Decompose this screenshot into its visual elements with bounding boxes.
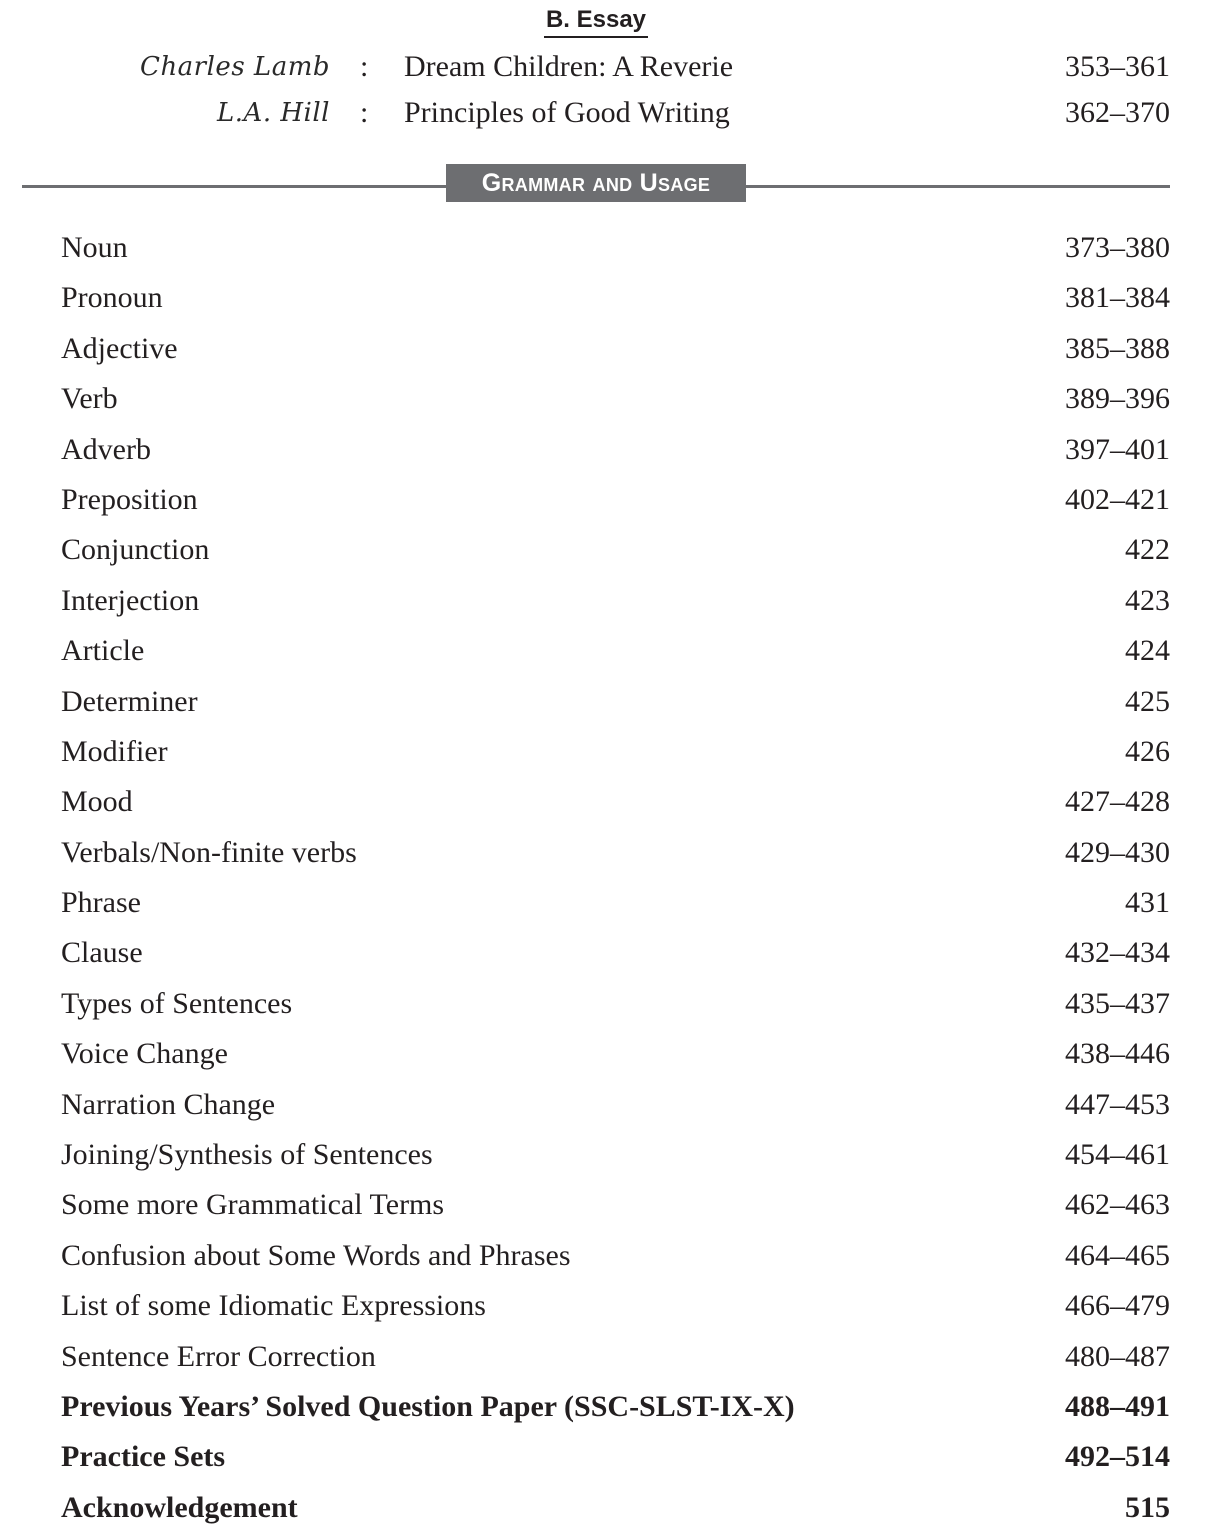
toc-entry-label: Sentence Error Correction [61,1339,376,1373]
toc-entry[interactable] [0,576,1214,626]
toc-entry-label: Adverb [61,432,151,466]
toc-entry-label: Joining/Synthesis of Sentences [61,1138,433,1172]
toc-entry[interactable] [0,828,1214,878]
toc-entry-pages: 389–396 [1065,382,1170,416]
toc-list [0,223,1214,1533]
toc-entry-label: Modifier [61,734,168,768]
toc-entry-pages: 423 [1125,583,1170,617]
toc-entry-label: Verbals/Non-finite verbs [61,835,357,869]
toc-entry-pages: 488–491 [1065,1389,1170,1423]
toc-entry-pages: 381–384 [1065,281,1170,315]
toc-entry-pages: 429–430 [1065,835,1170,869]
toc-entry-label: Article [61,634,145,668]
essay-separator: : [360,50,369,83]
essay-author-signature: Charles Lamb [140,52,330,82]
toc-entry-label: Acknowledgement [61,1490,298,1524]
toc-entry[interactable] [0,1231,1214,1281]
toc-entry-label: Pronoun [61,281,163,315]
toc-entry[interactable] [0,525,1214,575]
toc-entry-label: Adjective [61,331,178,365]
toc-entry-label: Noun [61,231,128,264]
toc-entry-label: Mood [61,785,133,819]
toc-entry-pages: 464–465 [1065,1238,1170,1272]
toc-entry[interactable] [0,928,1214,978]
essay-pages: 362–370 [1065,96,1170,129]
toc-entry-label: Conjunction [61,533,210,567]
toc-entry[interactable] [0,1432,1214,1482]
toc-entry-pages: 515 [1125,1490,1170,1524]
toc-entry-pages: 462–463 [1065,1188,1170,1222]
toc-entry-label: Narration Change [61,1087,276,1121]
toc-entry-pages: 447–453 [1065,1087,1170,1121]
toc-entry-pages: 424 [1125,634,1170,668]
toc-entry[interactable] [0,475,1214,525]
toc-entry[interactable] [0,425,1214,475]
toc-entry-label: Clause [61,936,143,970]
toc-entry[interactable] [0,1080,1214,1130]
grammar-section-heading: Grammar and Usage [446,164,746,202]
essay-entry[interactable] [0,44,1214,90]
toc-entry-label: List of some Idiomatic Expressions [61,1289,486,1323]
toc-entry-label: Previous Years’ Solved Question Paper (SSC-SLST-IX-X) [61,1389,795,1423]
toc-entry-label: Preposition [61,482,198,516]
toc-entry[interactable] [0,374,1214,424]
essay-title: Principles of Good Writing [404,96,730,129]
toc-entry[interactable] [0,1483,1214,1533]
essay-heading-text: B. Essay [544,4,648,38]
toc-entry[interactable] [0,1382,1214,1432]
toc-entry-label: Determiner [61,684,198,718]
essay-separator: : [360,96,369,129]
toc-entry[interactable] [0,777,1214,827]
toc-entry-pages: 492–514 [1065,1440,1170,1474]
toc-entry-pages: 425 [1125,684,1170,718]
toc-entry[interactable] [0,324,1214,374]
essay-pages: 353–361 [1065,50,1170,83]
toc-entry-label: Voice Change [61,1037,228,1071]
toc-entry-label: Types of Sentences [61,986,293,1020]
toc-entry-pages: 373–380 [1065,231,1170,264]
toc-entry-label: Phrase [61,886,141,920]
toc-entry-pages: 480–487 [1065,1339,1170,1373]
toc-entry-label: Some more Grammatical Terms [61,1188,445,1222]
toc-entry[interactable] [0,878,1214,928]
essay-title: Dream Children: A Reverie [404,50,734,83]
toc-entry[interactable] [0,626,1214,676]
toc-entry[interactable] [0,1332,1214,1382]
toc-entry[interactable] [0,1029,1214,1079]
toc-entry[interactable] [0,677,1214,727]
toc-entry-pages: 385–388 [1065,331,1170,365]
essay-entry[interactable] [0,90,1214,136]
toc-entry-pages: 422 [1125,533,1170,567]
toc-entry-pages: 431 [1125,886,1170,920]
toc-entry[interactable] [0,727,1214,777]
toc-entry-label: Interjection [61,583,200,617]
toc-entry-pages: 427–428 [1065,785,1170,819]
essay-author-signature: L.A. Hill [217,98,330,128]
toc-entry-pages: 438–446 [1065,1037,1170,1071]
toc-entry[interactable] [0,273,1214,323]
toc-entry-pages: 432–434 [1065,936,1170,970]
toc-entry-pages: 402–421 [1065,482,1170,516]
toc-entry[interactable] [0,1281,1214,1331]
toc-entry-label: Verb [61,382,118,416]
toc-entry-pages: 466–479 [1065,1289,1170,1323]
toc-entry-pages: 397–401 [1065,432,1170,466]
toc-entry-label: Practice Sets [61,1440,226,1474]
toc-entry[interactable] [0,979,1214,1029]
toc-entry-pages: 435–437 [1065,986,1170,1020]
toc-entry-pages: 454–461 [1065,1138,1170,1172]
toc-entry[interactable] [0,223,1214,273]
toc-entry[interactable] [0,1180,1214,1230]
toc-entry-pages: 426 [1125,734,1170,768]
toc-entry-label: Confusion about Some Words and Phrases [61,1238,571,1272]
toc-entry[interactable] [0,1130,1214,1180]
essay-section-heading [0,4,1192,38]
